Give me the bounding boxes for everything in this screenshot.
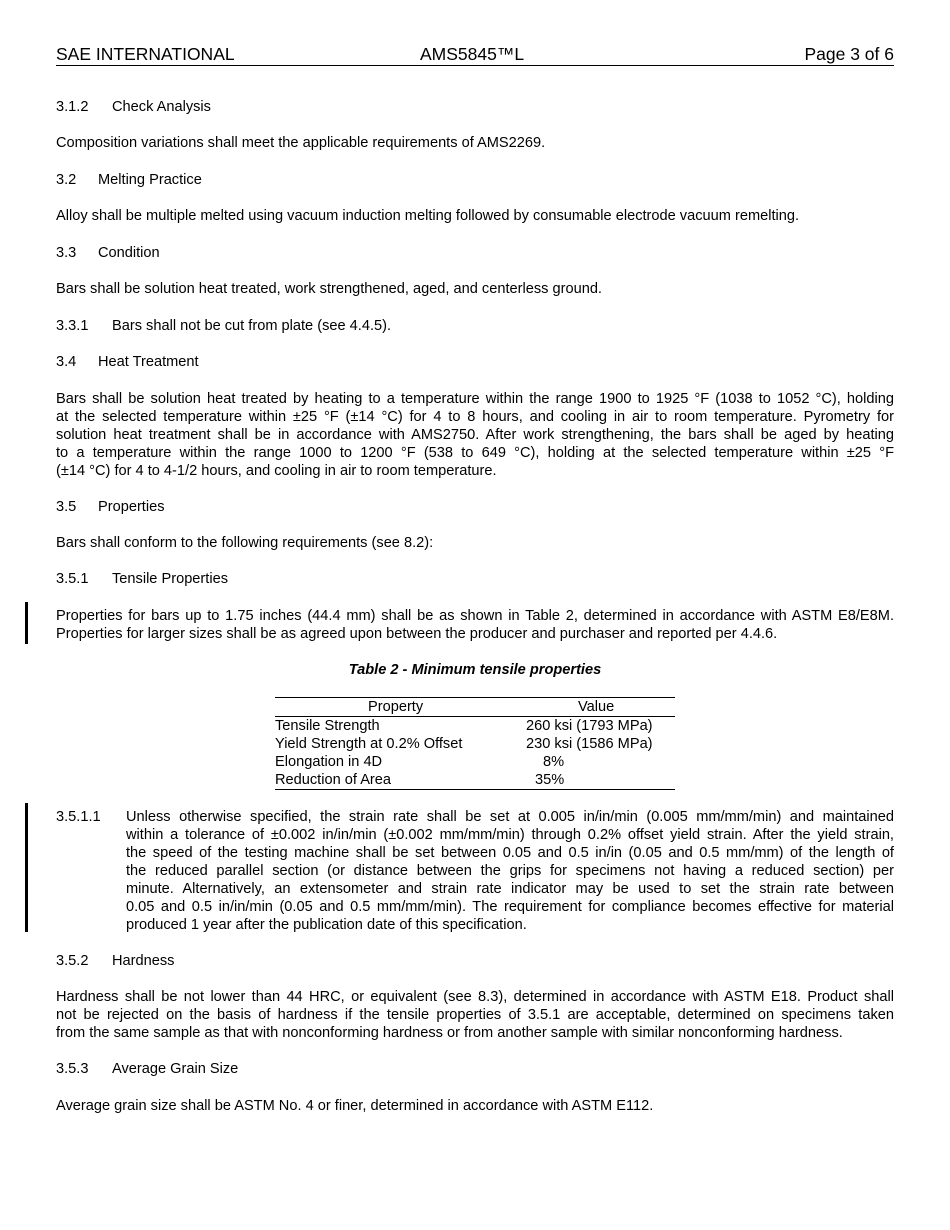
section-heading-3-5-2: 3.5.2 Hardness xyxy=(56,953,175,969)
section-heading-3-5-1: 3.5.1 Tensile Properties xyxy=(56,571,228,587)
document-number: AMS5845™L xyxy=(420,44,525,64)
section-heading-3-4: 3.4 Heat Treatment xyxy=(56,354,199,370)
table-row: Yield Strength at 0.2% Offset 230 ksi (1586 MPa) xyxy=(275,736,653,752)
paragraph-3-2: Alloy shall be multiple melted using vacuum induction melting followed by consumable electrode vacuum remelting. xyxy=(56,208,800,224)
table-row: Tensile Strength 260 ksi (1793 MPa) xyxy=(275,718,653,734)
table-caption: Table 2 - Minimum tensile properties xyxy=(348,662,602,678)
section-3-3-1: 3.3.1 Bars shall not be cut from plate (see 4.4.5). xyxy=(56,318,392,334)
revision-change-bar xyxy=(25,602,28,644)
paragraph-3-1-2: Composition variations shall meet the applicable requirements of AMS2269. xyxy=(56,135,546,151)
paragraph-3-4: Bars shall be solution heat treated by heating to a temperature within the range 1900 to 1925 °F (1038 to 1052 °C), holding at the selected temperature within ±25 °F (±14 °C) for 4 to 8 hours, and cooling in air to room temperature. Pyrometry for solution heat treatment shall be in accordance with AMS2750. After work strengthening, the bars shall be aged by heating to a temperature within the range 1000 to 1200 °F (538 to 649 °C), holding at the selected temperature within ±25 °F (±14 °C) for 4 to 4-1/2 hours, and cooling in air to room temperature. xyxy=(56,391,894,479)
section-heading-3-2: 3.2 Melting Practice xyxy=(56,172,202,188)
section-heading-3-3: 3.3 Condition xyxy=(56,245,160,261)
table-header-row xyxy=(275,698,675,717)
tensile-properties-table xyxy=(275,697,675,790)
table-row: Elongation in 4D 8% xyxy=(275,754,565,770)
column-header-value: Value xyxy=(578,699,615,715)
paragraph-3-5-2: Hardness shall be not lower than 44 HRC, or equivalent (see 8.3), determined in accordance with ASTM E18. Product shall not be rejected on the basis of hardness if the tensile properties of 3.5.1 are acceptable, determined on specimens taken from the same sample as that with nonconforming hardness or from another sample with similar nonconforming hardness. xyxy=(56,989,894,1041)
paragraph-3-5-1: Properties for bars up to 1.75 inches (44.4 mm) shall be as shown in Table 2, determined in accordance with ASTM E8/E8M. Properties for larger sizes shall be as agreed upon between the producer and purchaser and reported per 4.4.6. xyxy=(56,608,894,642)
paragraph-3-5: Bars shall conform to the following requirements (see 8.2): xyxy=(56,535,434,551)
page-number: Page 3 of 6 xyxy=(804,44,894,64)
revision-change-bar xyxy=(25,803,28,932)
section-heading-3-1-2: 3.1.2 Check Analysis xyxy=(56,99,211,115)
publisher-name: SAE INTERNATIONAL xyxy=(56,44,235,64)
column-header-property: Property xyxy=(368,699,424,715)
section-3-5-1-1: 3.5.1.1 Unless otherwise specified, the strain rate shall be set at 0.005 in/in/min (0.005 mm/mm/min) and maintained within a tolerance of ±0.002 in/in/min (±0.002 mm/mm/min) through 0.2% offset yield strain. After the yield strain, the speed of the testing machine shall be set between 0.05 and 0.5 in/in (0.05 and 0.5 mm/mm) of the length of the reduced parallel section (or distance between the grips for specimens not having a reduced section) per minute. Alternatively, an extensometer and strain rate indicator may be used to set the strain rate between 0.05 and 0.5 in/in/min (0.05 and 0.5 mm/mm/min). The requirement for compliance becomes effective for material produced 1 year after the publication date of this specification. xyxy=(56,809,894,933)
table-row: Reduction of Area 35% xyxy=(275,772,565,788)
section-heading-3-5-3: 3.5.3 Average Grain Size xyxy=(56,1061,239,1077)
page-header xyxy=(56,43,894,66)
section-heading-3-5: 3.5 Properties xyxy=(56,499,165,515)
paragraph-3-5-3: Average grain size shall be ASTM No. 4 or finer, determined in accordance with ASTM E112. xyxy=(56,1098,654,1114)
paragraph-3-3: Bars shall be solution heat treated, work strengthened, aged, and centerless ground. xyxy=(56,281,602,297)
